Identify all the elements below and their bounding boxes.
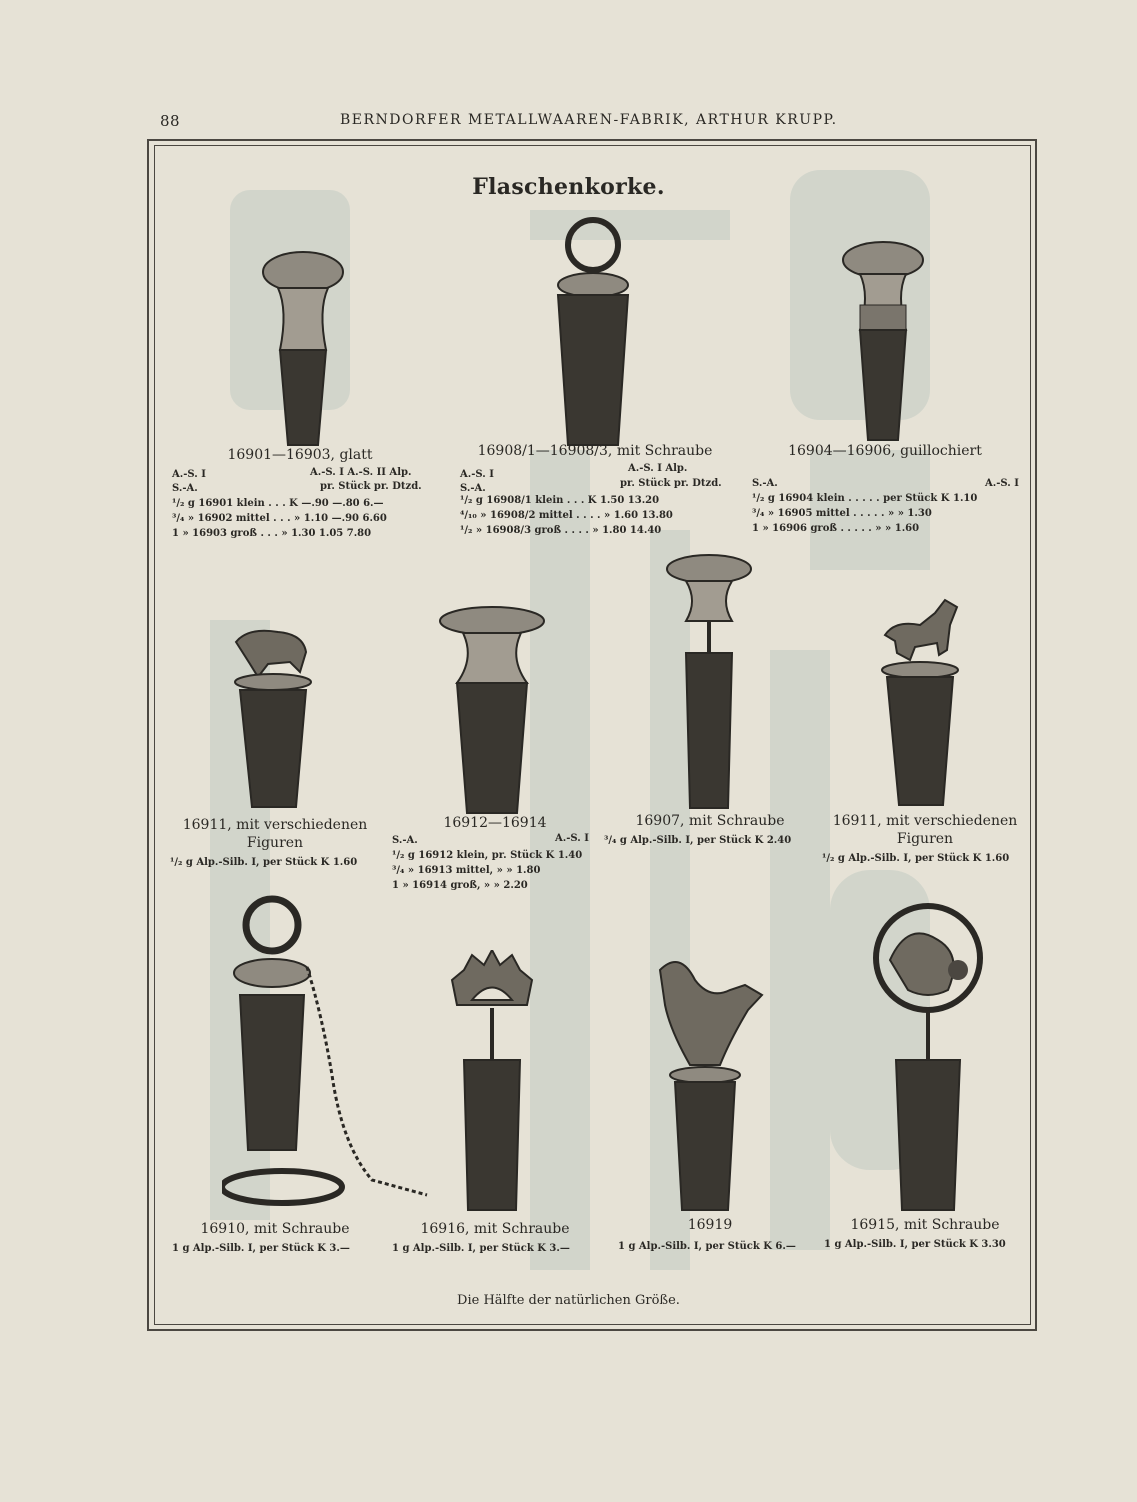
price-line-16908-1: ¹/₂ g 16908/1 klein . . . K 1.50 13.20 <box>460 495 660 506</box>
cork-16915-image <box>868 900 988 1215</box>
price-line-16908-3: ¹/₂ » 16908/3 groß . . . . » 1.80 14.40 <box>460 525 662 536</box>
price-head-16904-r1: A.-S. I <box>985 478 1019 489</box>
price-16915: 1 g Alp.-Silb. I, per Stück K 3.30 <box>824 1239 1006 1250</box>
caption-16904: 16904—16906, guillochiert <box>788 443 982 459</box>
cork-16910-image <box>222 895 442 1215</box>
caption-16911-a: 16911, mit verschiedenen <box>182 817 368 833</box>
cork-16911-horse-image <box>875 595 965 810</box>
caption-16916: 16916, mit Schraube <box>420 1221 570 1237</box>
caption-16911-b-line2: Figuren <box>896 831 954 847</box>
price-head-16908-r2: pr. Stück pr. Dtzd. <box>620 478 722 489</box>
price-head-16901-r2: pr. Stück pr. Dtzd. <box>320 481 422 492</box>
cork-16907-image <box>664 553 754 813</box>
cork-16908-image <box>548 215 638 450</box>
price-16916: 1 g Alp.-Silb. I, per Stück K 3.— <box>392 1243 570 1254</box>
price-line-16908-2: ⁴/₁₀ » 16908/2 mittel . . . . » 1.60 13.80 <box>460 510 673 521</box>
cork-16912-image <box>437 603 547 818</box>
price-head-16908-r1: A.-S. I Alp. <box>628 463 688 474</box>
price-16911-b: ¹/₂ g Alp.-Silb. I, per Stück K 1.60 <box>822 853 1010 864</box>
price-16910: 1 g Alp.-Silb. I, per Stück K 3.— <box>172 1243 350 1254</box>
caption-16919: 16919 <box>687 1217 733 1233</box>
page-number: 88 <box>160 112 181 130</box>
price-line-16912: ¹/₂ g 16912 klein, pr. Stück K 1.40 <box>392 850 583 861</box>
price-line-16914: 1 » 16914 groß, » » 2.20 <box>392 880 528 891</box>
caption-16912: 16912—16914 <box>443 815 547 831</box>
price-head-16901-l2: S.-A. <box>172 483 198 494</box>
scale-note: Die Hälfte der natürlichen Größe. <box>457 1293 680 1308</box>
page-title: Flaschenkorke. <box>472 174 665 200</box>
cork-16911-bear-image <box>228 622 318 812</box>
price-line-16902: ³/₄ » 16902 mittel . . . » 1.10 —.90 6.60 <box>172 513 387 524</box>
price-head-16912-l1: S.-A. <box>392 835 418 846</box>
price-16907: ³/₄ g Alp.-Silb. I, per Stück K 2.40 <box>604 835 792 846</box>
cork-16916-image <box>442 950 542 1215</box>
caption-16911-b: 16911, mit verschiedenen <box>832 813 1018 829</box>
price-16911-a: ¹/₂ g Alp.-Silb. I, per Stück K 1.60 <box>170 857 358 868</box>
caption-16911-a-line2: Figuren <box>246 835 304 851</box>
price-line-16901: ¹/₂ g 16901 klein . . . K —.90 —.80 6.— <box>172 498 384 509</box>
cork-16919-image <box>650 950 770 1215</box>
price-head-16912-r1: A.-S. I <box>555 833 589 844</box>
price-head-16908-l2: S.-A. <box>460 483 486 494</box>
caption-16910: 16910, mit Schraube <box>200 1221 350 1237</box>
price-line-16906: 1 » 16906 groß . . . . . » » 1.60 <box>752 523 920 534</box>
page-header <box>0 112 1137 136</box>
cork-16904-image <box>838 240 928 445</box>
price-line-16903: 1 » 16903 groß . . . » 1.30 1.05 7.80 <box>172 528 372 539</box>
price-head-16904-l1: S.-A. <box>752 478 778 489</box>
cork-16901-image <box>258 250 348 450</box>
running-title: BERNDORFER METALLWAAREN-FABRIK, ARTHUR KRUPP. <box>340 112 838 128</box>
price-line-16913: ³/₄ » 16913 mittel, » » 1.80 <box>392 865 541 876</box>
price-head-16901-l1: A.-S. I <box>172 469 206 480</box>
caption-16901: 16901—16903, glatt <box>227 447 373 463</box>
price-head-16908-l1: A.-S. I <box>460 469 494 480</box>
price-16919: 1 g Alp.-Silb. I, per Stück K 6.— <box>618 1241 796 1252</box>
price-line-16904: ¹/₂ g 16904 klein . . . . . per Stück K 1.10 <box>752 493 978 504</box>
price-line-16905: ³/₄ » 16905 mittel . . . . . » » 1.30 <box>752 508 932 519</box>
caption-16915: 16915, mit Schraube <box>850 1217 1000 1233</box>
price-head-16901-r1: A.-S. I A.-S. II Alp. <box>310 467 412 478</box>
caption-16907: 16907, mit Schraube <box>635 813 785 829</box>
caption-16908: 16908/1—16908/3, mit Schraube <box>477 443 713 459</box>
